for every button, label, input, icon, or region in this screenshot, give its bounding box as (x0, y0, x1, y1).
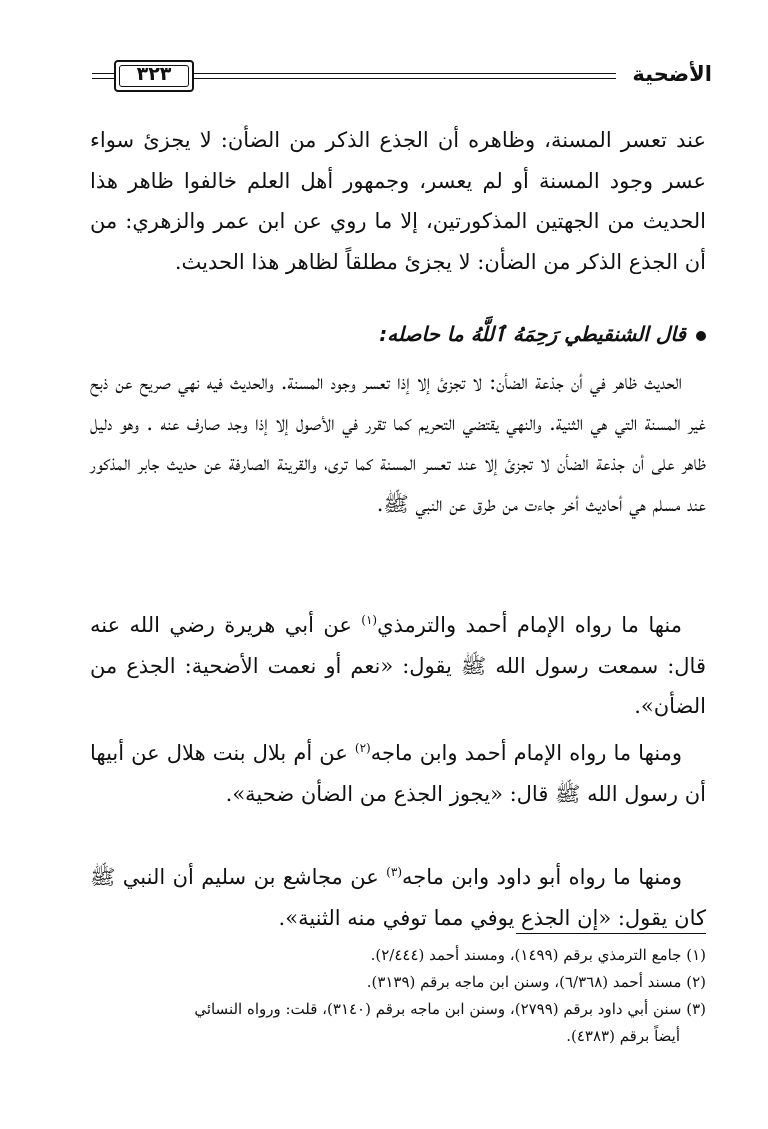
paragraph-5-start: ومنها ما رواه أبو داود وابن ماجه (402, 865, 682, 889)
footnotes (90, 942, 706, 1050)
running-title: الأضحية (632, 62, 712, 86)
paragraph-5-end: عن مجاشع بن سليم أن النبي ﷺ كان يقول: «إن الجذع يوفي مما توفي منه الثنية». (90, 865, 706, 930)
section-heading (379, 322, 706, 346)
paragraph-3 (90, 600, 706, 727)
paragraph-3-start: منها ما رواه الإمام أحمد والترمذي (377, 613, 682, 637)
paragraph-4-start: ومنها ما رواه الإمام أحمد وابن ماجه (370, 741, 682, 765)
page-number: ٣٢٣ (136, 63, 172, 85)
bullet-icon (696, 331, 706, 341)
header-rule-left-upper (92, 73, 114, 74)
paragraph-1: عند تعسر المسنة، وظاهره أن الجذع الذكر من الضأن: لا يجزئ سواء عسر وجود المسنة أو لم يعسر، وجمهور أهل العلم خالفوا ظاهر هذا الحديث من الجهتين المذكورتين، إلا ما روي عن ابن عمر والزهري: من أن الجذع الذكر من الضأن: لا يجزئ مطلقاً لظاهر هذا الحديث. (90, 128, 706, 274)
footnote-1: (١) جامع الترمذي برقم (١٤٩٩)، ومسند أحمد (٢/٤٤٤). (370, 946, 706, 964)
page-number-frame (114, 60, 194, 92)
header-rule-middle-upper (194, 73, 616, 74)
paragraph-2: الحديث ظاهر في أن جذعة الضأن: لا تجزئ إلا إذا تعسر وجود المسنة. والحديث فيه نهي صريح عن ذبح غير المسنة التي هي الثنية. والنهي يقتضي التحريم كما تقرر في الأصول إلا إذا وجد صارف عنه . وهو دليل ظاهر على أن جذعة الضأن لا تجزئ إلا عند تعسر المسنة كما ترى، والقرينة الصارفة عن حديث جابر المذكور عند مسلم هي أحاديث أخر جاءت من طرق عن النبي ﷺ. (90, 370, 706, 516)
paragraph-5 (90, 852, 706, 938)
heading-text: قال الشنقيطي رَحِمَهُ ٱللَّهُ ما حاصله: (379, 322, 686, 346)
paragraph-4-end: عن أم بلال بنت هلال عن أبيها أن رسول الله ﷺ قال: «يجوز الجذع من الضأن ضحية». (90, 741, 706, 806)
paragraph-4 (90, 728, 706, 814)
footnote-ref-1: (١) (361, 613, 378, 627)
page-header (92, 60, 712, 100)
header-rule-left-lower (92, 78, 114, 79)
paragraph-3-end: عن أبي هريرة رضي الله عنه قال: سمعت رسول الله ﷺ يقول: «نعم أو نعمت الأضحية: الجذع من الضأن». (90, 613, 706, 718)
footnote-ref-2: (٢) (354, 741, 371, 755)
footnote-2: (٢) مسند أحمد (٦/٣٦٨)، وسنن ابن ماجه برقم (٣١٣٩). (366, 973, 706, 991)
header-rule-middle-lower (194, 78, 616, 79)
footnote-3-continued: أيضاً برقم (٤٣٨٣). (566, 1027, 680, 1045)
footnote-ref-3: (٣) (386, 865, 402, 879)
footnote-separator (516, 933, 706, 934)
footnote-3: (٣) سنن أبي داود برقم (٢٧٩٩)، وسنن ابن ماجه برقم (٣١٤٠)، قلت: ورواه النسائي (194, 1000, 706, 1018)
